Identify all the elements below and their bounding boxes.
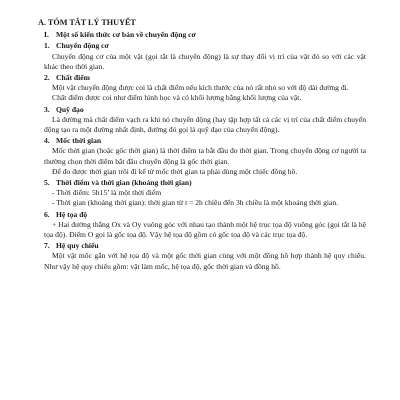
item-heading-7 — [44, 241, 366, 251]
item-paragraph: + Hai đường thẳng Ox và Oy vuông góc với nhau tạo thành một hệ trục tọa độ vuông góc (gọi tắt là hệ tọa độ). Điểm O gọi là gốc tọa độ. Vậy hệ tọa độ gồm có gốc tọa độ và các trục tọa độ. — [44, 219, 366, 240]
item-paragraph: Một vật mốc gắn với hệ tọa độ và một gốc thời gian cùng với một đồng hồ hợp thành hệ quy chiếu. Như vậy hệ quy chiếu gồm: vật làm mốc, hệ tọa độ, gốc thời gian và đồng hồ. — [44, 251, 366, 271]
item-paragraph: Một vật chuyển động được coi là chất điểm nếu kích thước của nó rất nhỏ so với độ dài đường đi. — [52, 83, 349, 93]
item-dash-line: - Thời điểm: 5h15’ là một thời điểm — [52, 188, 162, 198]
item-paragraph: Chất điểm được coi như điểm hình học và có khối lượng bằng khối lượng của vật. — [52, 93, 302, 103]
item-title: Quỹ đạo — [56, 104, 84, 114]
item-heading-2 — [44, 73, 366, 83]
item-paragraph: Chuyển động cơ của một vật (gọi tắt là chuyển động) là sự thay đổi vị trí của vật đó so với các vật khác theo thời gian. — [44, 51, 366, 71]
item-heading-3 — [44, 105, 366, 115]
item-number: 6. — [44, 209, 50, 219]
item-number: 2. — [44, 73, 50, 83]
part-title: Một số kiến thức cơ bản về chuyển động cơ — [56, 30, 196, 40]
item-heading-6 — [44, 210, 366, 220]
item-number: 1. — [44, 41, 50, 51]
item-title: Hệ tọa độ — [56, 209, 88, 219]
part-heading — [44, 30, 366, 40]
item-dash-line: - Thời gian (khoảng thời gian): thời gian từ t = 2h chiều đến 3h chiều là một khoảng thời gian. — [52, 198, 339, 208]
item-paragraph: Mốc thời gian (hoặc gốc thời gian) là thời điểm ta bắt đầu đo thời gian. Trong chuyển động cơ người ta thường chọn thời điểm bắt đầu chuyển động là gốc thời gian. — [44, 146, 366, 166]
item-title: Thời điểm và thời gian (khoảng thời gian) — [56, 178, 192, 188]
item-paragraph: Để đo được thời gian trôi đi kể từ mốc thời gian ta phải dùng một chiếc đồng hồ. — [52, 166, 298, 176]
section-heading: A. TÓM TẮT LÝ THUYẾT — [38, 18, 136, 27]
item-title: Chuyển động cơ — [56, 41, 109, 51]
item-heading-1 — [44, 41, 366, 51]
item-title: Hệ quy chiếu — [56, 241, 99, 251]
item-heading-5 — [44, 178, 366, 188]
item-title: Chất điểm — [56, 73, 90, 83]
item-number: 3. — [44, 104, 50, 114]
item-title: Mốc thời gian — [56, 136, 102, 146]
item-number: 5. — [44, 178, 50, 188]
item-number: 7. — [44, 241, 50, 251]
item-number: 4. — [44, 136, 50, 146]
part-number: I. — [44, 30, 49, 40]
item-paragraph: Là đường mà chất điểm vạch ra khi nó chuyển động (hay tập hợp tất cả các vị trí của chất điểm chuyển động tạo ra một đường nhất định, đường đó gọi là quỹ đạo của chuyển động). — [44, 114, 366, 135]
item-heading-4 — [44, 136, 366, 146]
